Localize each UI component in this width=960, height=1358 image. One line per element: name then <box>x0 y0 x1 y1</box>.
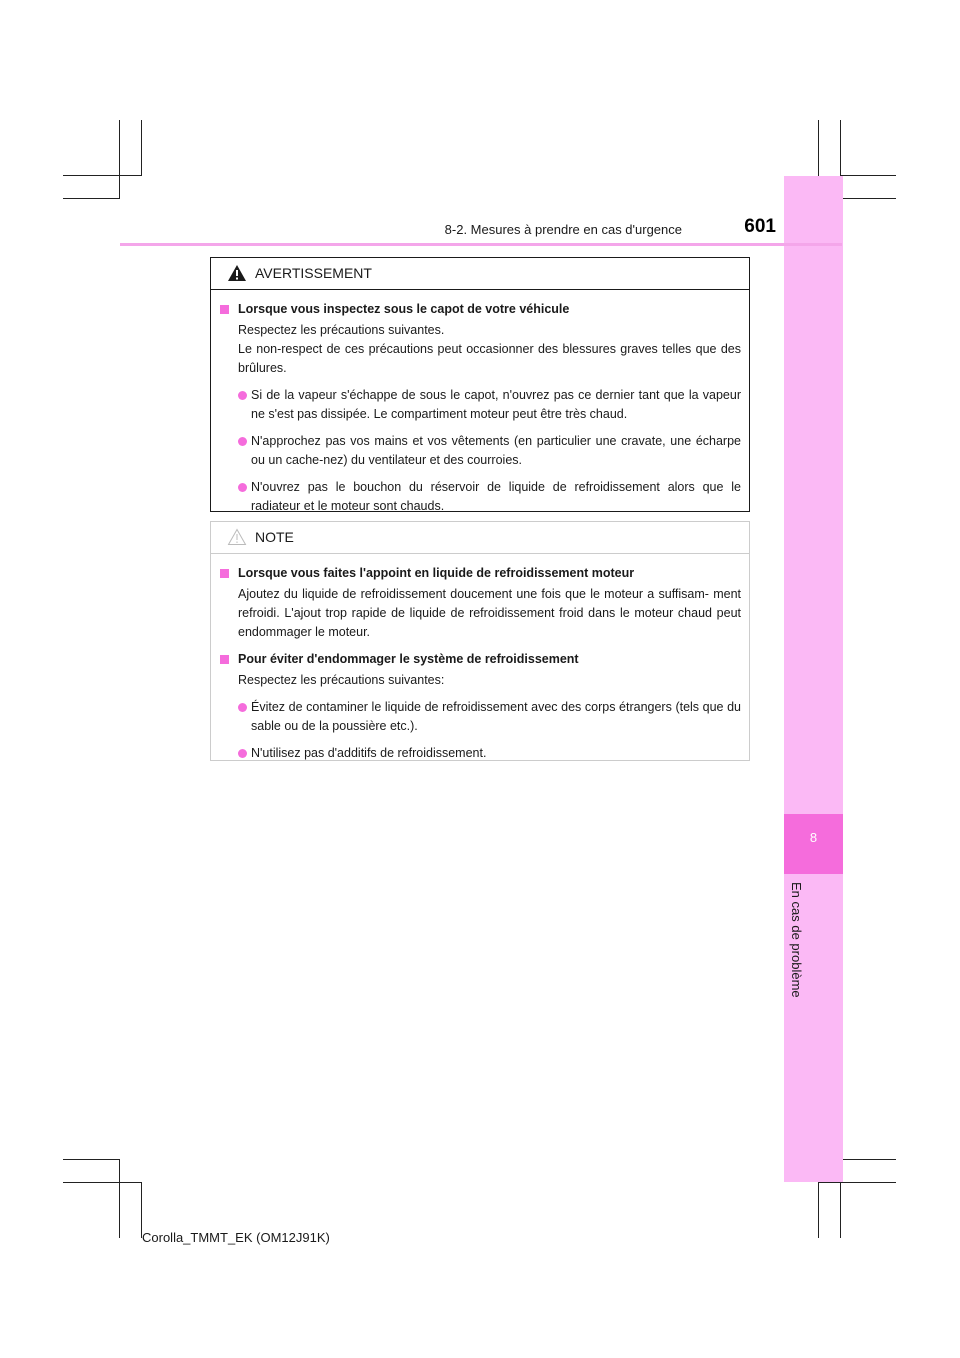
chapter-side-tab <box>784 176 843 1182</box>
chapter-number-block <box>784 814 843 874</box>
warning-intro: Respectez les précautions suivantes. Le non-respect de ces précautions peut occasionner des blessures graves telles que des brûlures. <box>238 323 741 375</box>
crop-mark <box>63 198 120 199</box>
note-body <box>211 554 749 763</box>
square-bullet-icon <box>220 305 229 314</box>
note-heading <box>219 564 741 583</box>
crop-mark <box>840 1159 896 1160</box>
crop-mark <box>63 175 142 176</box>
note-paragraph: Ajoutez du liquide de refroidissement doucement une fois que le moteur a suffisam- ment refroidi. L'ajout trop rapide de liquide de refroidissement froid dans le moteur chaud peut endommager le moteur. <box>238 587 741 639</box>
note-bullet <box>219 744 741 763</box>
note-header <box>211 522 749 554</box>
note-box <box>210 521 750 761</box>
warning-bullet-text: Si de la vapeur s'échappe de sous le capot, n'ouvrez pas ce dernier tant que la vapeur ne s'est pas dissipée. Le compartiment moteur peut être très chaud. <box>251 388 741 421</box>
warning-triangle-icon <box>227 264 247 282</box>
warning-bullet <box>219 478 741 516</box>
warning-header <box>211 258 749 290</box>
section-title: 8-2. Mesures à prendre en cas d'urgence <box>444 222 682 237</box>
crop-mark <box>818 1182 896 1183</box>
crop-mark <box>840 175 896 176</box>
warning-bullet <box>219 386 741 424</box>
note-bullet <box>219 698 741 736</box>
caution-triangle-icon <box>227 528 247 546</box>
footer-document-id: Corolla_TMMT_EK (OM12J91K) <box>142 1230 330 1245</box>
note-heading <box>219 650 741 669</box>
warning-heading <box>219 300 741 319</box>
chapter-number: 8 <box>809 830 818 845</box>
warning-body <box>211 290 749 516</box>
warning-bullet-text: N'approchez pas vos mains et vos vêtements (en particulier une cravate, une écharpe ou un cache-nez) du ventilateur et des courroies. <box>251 434 741 467</box>
note-bullet-text: Évitez de contaminer le liquide de refroidissement avec des corps étrangers (tels que du sable ou de la poussière etc.). <box>251 700 741 733</box>
crop-mark <box>63 1182 142 1183</box>
crop-mark <box>141 120 142 176</box>
note-title: NOTE <box>255 529 294 545</box>
note-heading-text: Pour éviter d'endommager le système de refroidissement <box>238 652 579 666</box>
crop-mark <box>840 120 841 176</box>
page-number: 601 <box>744 216 776 237</box>
note-heading-text: Lorsque vous faites l'appoint en liquide de refroidissement moteur <box>238 566 635 580</box>
round-bullet-icon <box>238 483 247 492</box>
square-bullet-icon <box>220 655 229 664</box>
crop-mark <box>119 1159 120 1238</box>
square-bullet-icon <box>220 569 229 578</box>
warning-box <box>210 257 750 512</box>
warning-bullet-text: N'ouvrez pas le bouchon du réservoir de liquide de refroidissement alors que le radiateur et le moteur sont chauds. <box>251 480 741 513</box>
round-bullet-icon <box>238 703 247 712</box>
round-bullet-icon <box>238 437 247 446</box>
warning-title: AVERTISSEMENT <box>255 265 372 281</box>
warning-bullet <box>219 432 741 470</box>
crop-mark <box>818 1182 819 1238</box>
header-rule <box>120 243 842 246</box>
note-paragraph: Respectez les précautions suivantes: <box>238 673 445 687</box>
crop-mark <box>63 1159 120 1160</box>
warning-heading-text: Lorsque vous inspectez sous le capot de votre véhicule <box>238 302 570 316</box>
note-bullet-text: N'utilisez pas d'additifs de refroidissement. <box>251 746 487 760</box>
round-bullet-icon <box>238 391 247 400</box>
round-bullet-icon <box>238 749 247 758</box>
crop-mark <box>119 120 120 199</box>
chapter-label: En cas de problème <box>789 882 804 998</box>
